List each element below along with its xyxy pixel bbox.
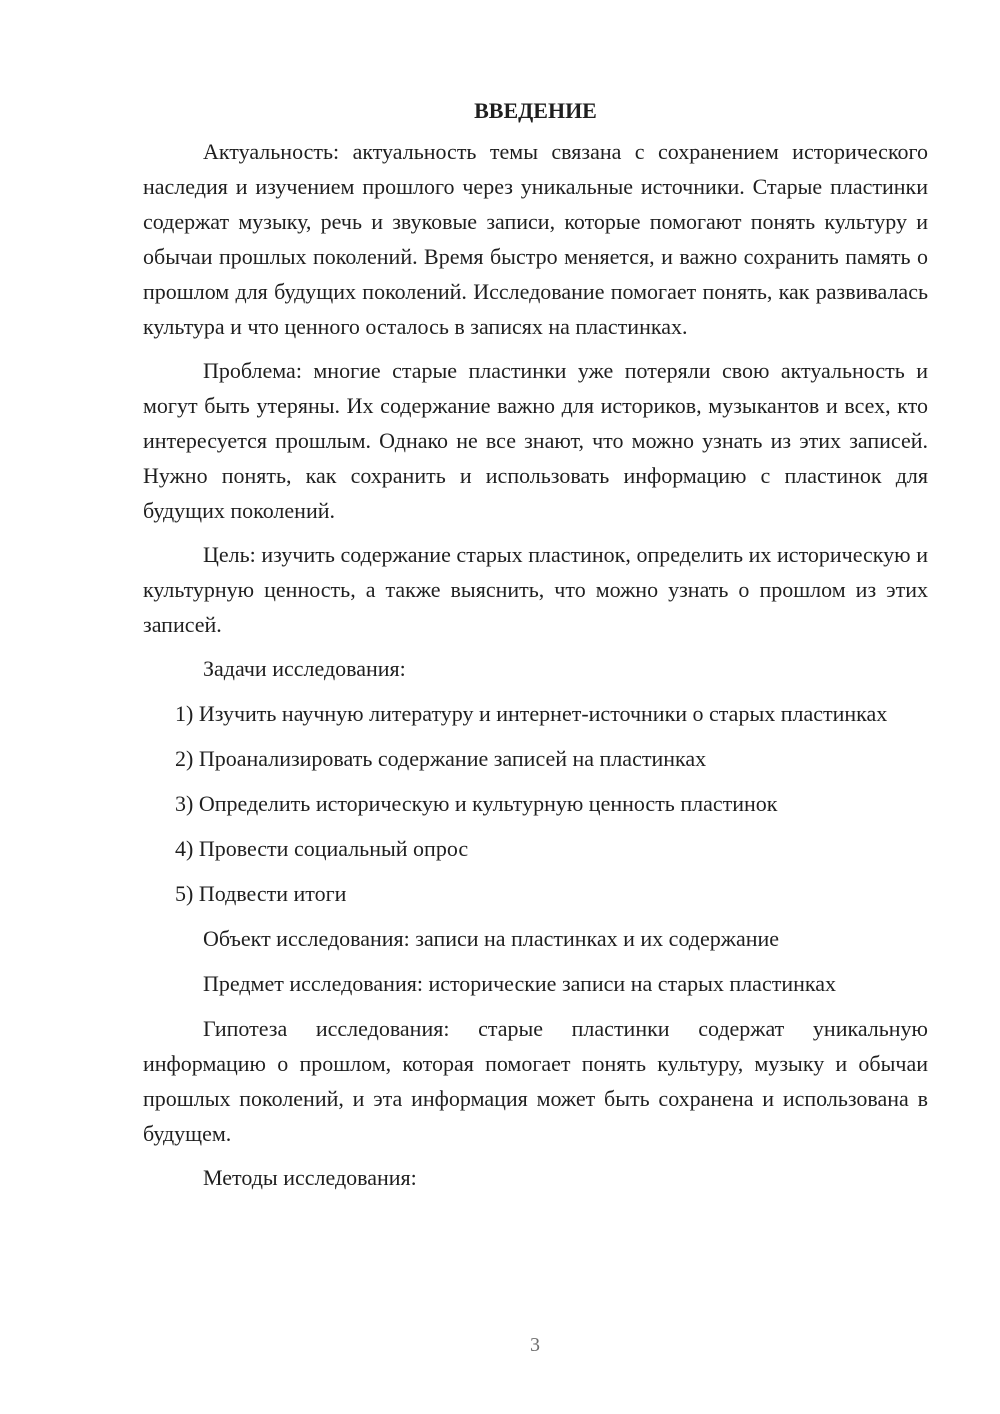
list-item: 5) Подвести итоги — [175, 881, 347, 906]
hypothesis-paragraph: Гипотеза исследования: старые пластинки содержат уникальную информацию о прошлом, которая помогает понять культуру, музыку и обычаи прошлых поколений, и эта информация может быть сохранена и использована в будущем. — [143, 1016, 928, 1146]
list-item: 1) Изучить научную литературу и интернет-источники о старых пластинках — [175, 701, 888, 726]
list-item: 2) Проанализировать содержание записей на пластинках — [175, 746, 707, 771]
section-heading: ВВЕДЕНИЕ — [474, 98, 597, 123]
subject-paragraph: Предмет исследования: исторические записи на старых пластинках — [203, 971, 836, 996]
document-page — [143, 96, 928, 1205]
list-item: 4) Провести социальный опрос — [175, 836, 469, 861]
page-number: 3 — [530, 1334, 540, 1356]
tasks-title: Задачи исследования: — [203, 656, 406, 681]
problem-paragraph: Проблема: многие старые пластинки уже потеряли свою актуальность и могут быть утеряны. Их содержание важно для историков, музыкантов и всех, кто интересуется прошлым. Однако не все знают, что можно узнать из этих записей. Нужно понять, как сохранить и использовать информацию с пластинок для будущих поколений. — [143, 358, 928, 523]
goal-paragraph: Цель: изучить содержание старых пластинок, определить их историческую и культурную ценность, а также выяснить, что можно узнать о прошлом из этих записей. — [143, 542, 928, 637]
relevance-paragraph: Актуальность: актуальность темы связана с сохранением исторического наследия и изучением прошлого через уникальные источники. Старые пластинки содержат музыку, речь и звуковые записи, которые помогают понять культуру и обычаи прошлых поколений. Время быстро меняется, и важно сохранить память о прошлом для будущих поколений. Исследование помогает понять, как развивалась культура и что ценного осталось в записях на пластинках. — [143, 139, 928, 339]
object-paragraph: Объект исследования: записи на пластинках и их содержание — [203, 926, 780, 951]
methods-title: Методы исследования: — [203, 1165, 417, 1190]
list-item: 3) Определить историческую и культурную ценность пластинок — [175, 791, 778, 816]
tasks-list — [143, 696, 928, 911]
